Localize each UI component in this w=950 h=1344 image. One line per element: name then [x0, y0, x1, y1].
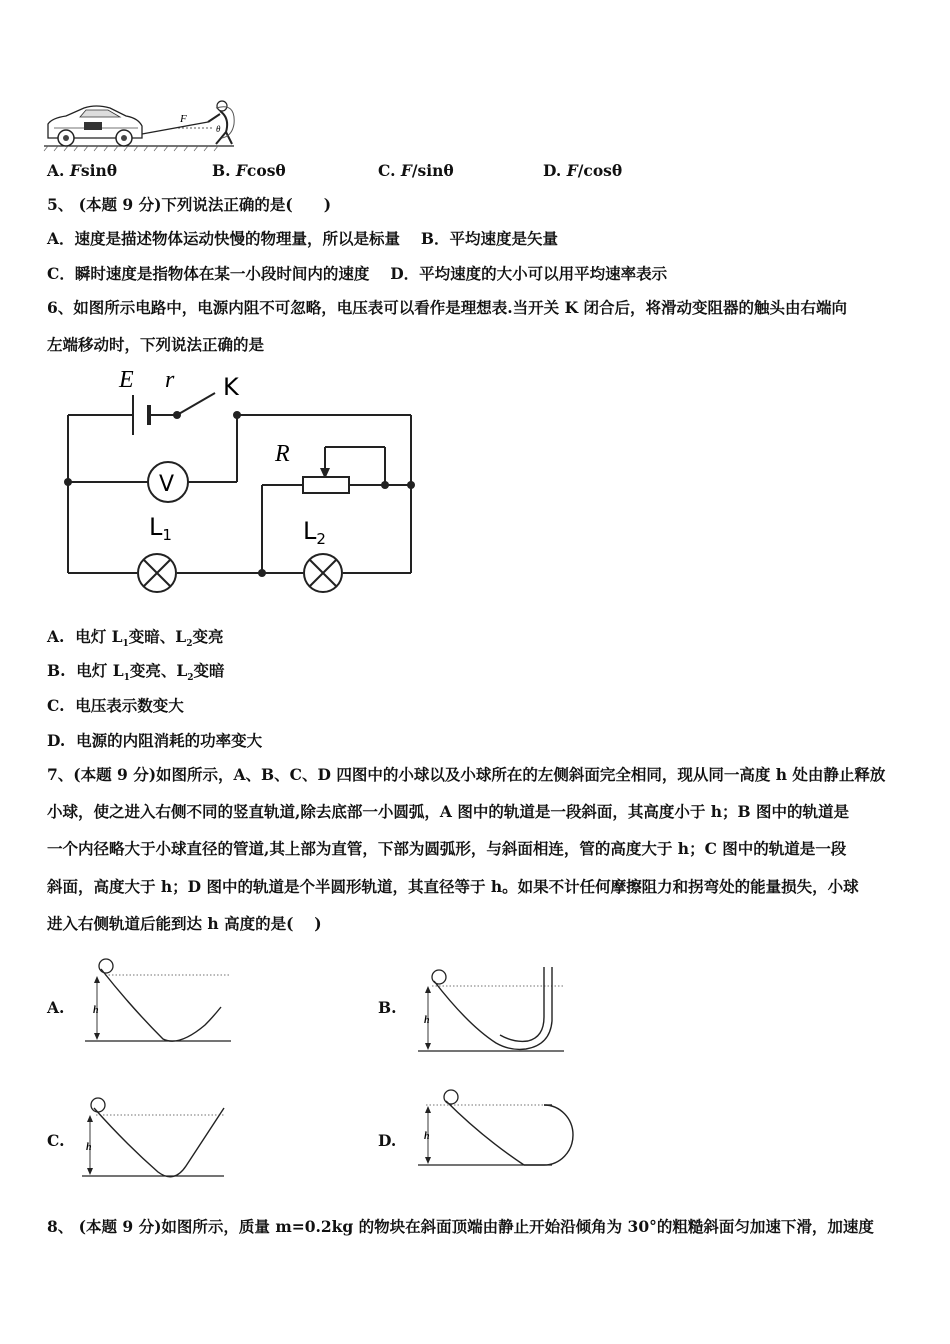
lamp-l1: [138, 554, 176, 592]
q7-stem-line5: 进入右侧轨道后能到达 h 高度的是( ): [47, 914, 322, 933]
q4-option-d-letter: D.: [543, 161, 562, 180]
q6-option-a[interactable]: [47, 627, 223, 654]
q6-stem-line2: 左端移动时，下列说法正确的是: [47, 335, 265, 354]
car-pull-figure: [44, 98, 244, 158]
lamp-l1-letter: L: [149, 513, 163, 541]
q4-option-b-letter: B.: [212, 161, 231, 180]
q6-option-d[interactable]: [47, 731, 262, 751]
q7-option-d-label[interactable]: D.: [378, 1131, 397, 1150]
q4-option-a[interactable]: [47, 161, 117, 181]
q6-option-c-text: 电压表示数变大: [75, 696, 184, 715]
q6-option-d-letter: D.: [47, 731, 66, 750]
lamp-l1-label: [149, 513, 172, 544]
q6-option-b-sub1: 1: [123, 673, 130, 684]
q4-option-d-f: F: [566, 161, 578, 180]
q4-option-a-f: F: [69, 161, 81, 180]
voltmeter: [148, 462, 188, 502]
q7-stem-line3: 一个内径略大于小球直径的管道,其上部为直管，下部为圆弧形，与斜面相连，管的高度大于 h；C 图中的轨道是一段: [47, 839, 847, 858]
q6-option-c-letter: C.: [47, 696, 65, 715]
lamp-l2-letter: L: [303, 517, 317, 545]
q7-figure-c: [82, 1090, 232, 1180]
q4-option-a-fn: sinθ: [80, 161, 118, 180]
q4-option-b-fn: cosθ: [246, 161, 286, 180]
q4-option-c-f: F: [400, 161, 412, 180]
lamp-l1-sub: 1: [162, 526, 172, 544]
q4-option-c[interactable]: [378, 161, 454, 181]
force-label: F: [180, 113, 187, 125]
q6-option-a-sub1: 1: [122, 639, 129, 650]
q6-option-a-text1: 电灯 L: [75, 627, 123, 646]
q4-option-a-letter: A.: [47, 161, 65, 180]
switch-label: K: [223, 373, 239, 401]
q6-option-c[interactable]: [47, 696, 184, 716]
lamp-l2-label: [303, 517, 326, 548]
q6-option-a-text3: 变亮: [192, 627, 224, 646]
q5-options-ab: A．速度是描述物体运动快慢的物理量，所以是标量 B．平均速度是矢量: [47, 229, 559, 248]
q7-stem-line4: 斜面，高度大于 h；D 图中的轨道是个半圆形轨道，其直径等于 h。如果不计任何摩擦阻力和拐弯处的能量损失，小球: [47, 877, 859, 896]
lamp-l2-sub: 2: [316, 530, 326, 548]
q7-option-a-label[interactable]: A.: [47, 998, 65, 1017]
q4-option-d[interactable]: [543, 161, 622, 181]
q6-stem-line1: 6、如图所示电路中，电源内阻不可忽略，电压表可以看作是理想表.当开关 K 闭合后，将滑动变阻器的触头由右端向: [47, 298, 847, 317]
q8-stem-line1: 8、 (本题 9 分)如图所示，质量 m=0.2kg 的物块在斜面顶端由静止开始沿倾角为 30°的粗糙斜面匀加速下滑，加速度: [47, 1217, 874, 1236]
q6-option-b-letter: B.: [47, 661, 66, 680]
q6-option-a-sub2: 2: [186, 639, 193, 650]
lamp-l2: [304, 554, 342, 592]
q7-c-height-label: h: [86, 1142, 92, 1153]
q6-option-b-text3: 变暗: [193, 661, 225, 680]
q6-option-a-text2: 变暗、L: [128, 627, 187, 646]
q7-a-height-label: h: [93, 1005, 99, 1016]
q7-option-b-label[interactable]: B.: [378, 998, 397, 1017]
rheostat-resistor: [303, 477, 349, 493]
circuit-diagram: [55, 365, 435, 595]
q6-option-d-text: 电源的内阻消耗的功率变大: [76, 731, 263, 750]
q4-option-c-fn: /sinθ: [411, 161, 454, 180]
emf-label: E: [119, 367, 134, 393]
q6-option-b[interactable]: [47, 661, 225, 688]
internal-resistance-label: r: [165, 367, 175, 393]
q5-stem: 5、 (本题 9 分)下列说法正确的是( ): [47, 195, 332, 214]
q6-option-b-sub2: 2: [187, 673, 194, 684]
angle-label: θ: [216, 124, 221, 134]
rheostat-label: R: [275, 441, 290, 467]
q7-figure-d: [418, 1085, 578, 1175]
q6-option-b-text2: 变亮、L: [129, 661, 188, 680]
q4-option-b[interactable]: [212, 161, 286, 181]
q7-d-height-label: h: [424, 1131, 430, 1142]
q4-option-d-fn: /cosθ: [577, 161, 623, 180]
q5-options-cd: C．瞬时速度是指物体在某一小段时间内的速度 D．平均速度的大小可以用平均速率表示: [47, 264, 668, 283]
voltmeter-label: V: [159, 472, 175, 497]
q7-b-height-label: h: [424, 1015, 430, 1026]
q7-figure-b: [418, 965, 568, 1055]
q6-option-a-letter: A.: [47, 627, 65, 646]
q4-option-c-letter: C.: [378, 161, 396, 180]
q4-option-b-f: F: [235, 161, 247, 180]
q6-option-b-text1: 电灯 L: [76, 661, 124, 680]
q7-option-c-label[interactable]: C.: [47, 1131, 65, 1150]
q7-stem-line2: 小球，使之进入右侧不同的竖直轨道,除去底部一小圆弧，A 图中的轨道是一段斜面，其高度小于 h；B 图中的轨道是: [47, 802, 849, 821]
q7-stem-line1: 7、(本题 9 分)如图所示，A、B、C、D 四图中的小球以及小球所在的左侧斜面完全相同，现从同一高度 h 处由静止释放: [47, 765, 886, 784]
q7-figure-a: [85, 955, 235, 1045]
